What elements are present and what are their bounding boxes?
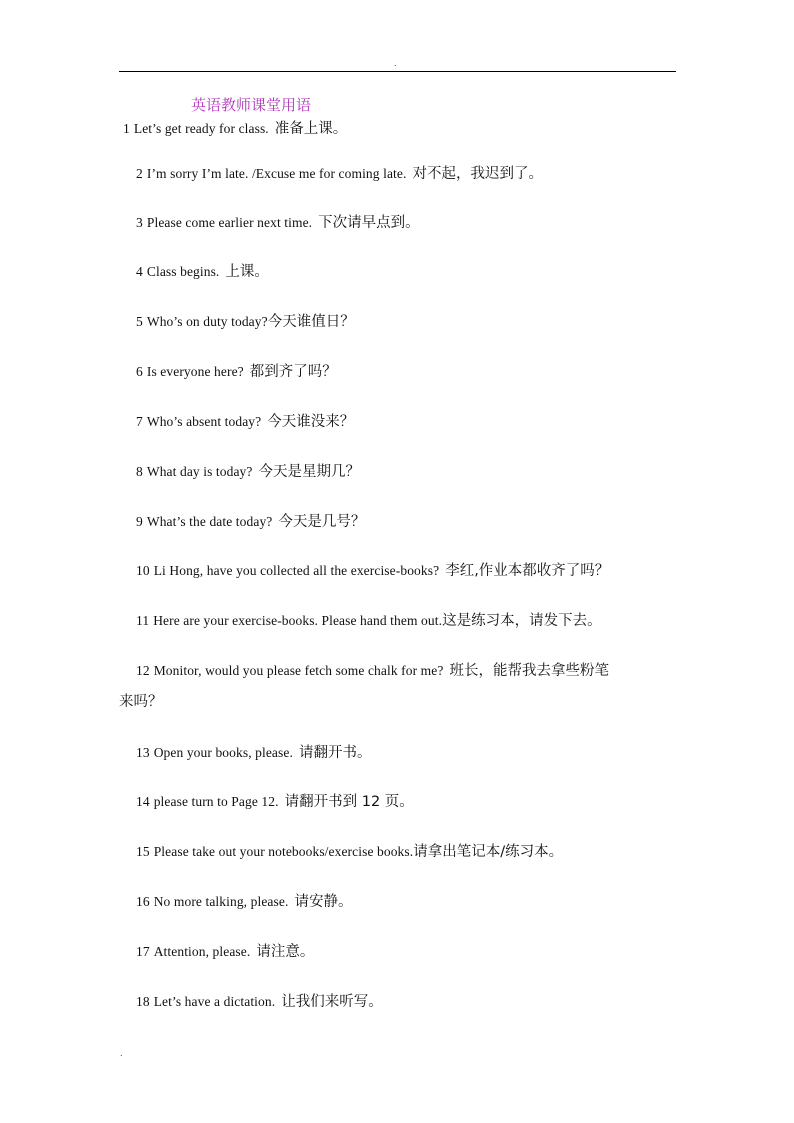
phrase-chinese: 班长，能帮我去拿些粉笔 <box>449 663 609 679</box>
footer-mark: . <box>120 1049 123 1058</box>
phrase-english: Here are your exercise-books. Please hand them out. <box>153 613 443 628</box>
phrase-number: 16 <box>136 894 150 909</box>
phrase-english: I’m sorry I’m late. /Excuse me for coming late. <box>146 166 407 181</box>
phrase-item <box>136 611 602 631</box>
phrase-chinese: 请拿出笔记本/练习本。 <box>413 844 564 860</box>
phrase-english: Open your books, please. <box>153 745 293 760</box>
phrase-number: 13 <box>136 745 150 760</box>
phrase-chinese: 下次请早点到。 <box>318 215 420 231</box>
phrase-item <box>136 942 314 962</box>
phrase-number: 12 <box>136 663 150 678</box>
phrase-english: What’s the date today? <box>146 514 273 529</box>
phrase-number: 4 <box>136 264 143 279</box>
phrase-number: 17 <box>136 944 150 959</box>
phrase-item <box>123 119 347 139</box>
phrase-english: Monitor, would you please fetch some chalk for me? <box>153 663 444 678</box>
phrase-number: 3 <box>136 215 143 230</box>
phrase-chinese: 请翻开书。 <box>298 745 372 761</box>
phrase-english: Please take out your notebooks/exercise books. <box>153 844 414 859</box>
phrase-number: 18 <box>136 994 150 1009</box>
phrase-chinese-continuation: 来吗？ <box>119 694 163 710</box>
phrase-english: please turn to Page 12. <box>153 794 279 809</box>
phrase-item <box>136 312 355 332</box>
phrase-item <box>136 412 354 432</box>
phrase-chinese: 这是练习本，请发下去。 <box>442 613 602 629</box>
phrase-chinese: 李红,作业本都收齐了吗？ <box>445 563 610 579</box>
phrase-chinese: 上课。 <box>225 264 269 280</box>
phrase-item <box>136 462 360 482</box>
phrase-item <box>136 512 365 532</box>
phrase-item <box>136 561 609 581</box>
phrase-item <box>136 842 563 862</box>
phrase-number: 14 <box>136 794 150 809</box>
phrase-item <box>136 743 371 763</box>
phrase-number: 7 <box>136 414 143 429</box>
phrase-number: 6 <box>136 364 143 379</box>
phrase-english: What day is today? <box>146 464 253 479</box>
phrase-chinese: 今天谁值日？ <box>267 314 355 330</box>
phrase-chinese: 请注意。 <box>256 944 315 960</box>
phrase-english: Class begins. <box>146 264 220 279</box>
phrase-number: 10 <box>136 563 150 578</box>
phrase-number: 11 <box>136 613 150 628</box>
phrase-english: Attention, please. <box>153 944 251 959</box>
phrase-chinese: 请安静。 <box>294 894 353 910</box>
phrase-english: Who’s on duty today? <box>146 314 268 329</box>
phrase-number: 5 <box>136 314 143 329</box>
phrase-item <box>136 262 269 282</box>
phrase-english: Li Hong, have you collected all the exercise-books? <box>153 563 440 578</box>
phrase-item <box>136 362 337 382</box>
phrase-item <box>136 992 383 1012</box>
phrase-item <box>136 792 414 812</box>
phrase-chinese: 让我们来听写。 <box>281 994 383 1010</box>
phrase-number: 8 <box>136 464 143 479</box>
phrase-english: Who’s absent today? <box>146 414 262 429</box>
phrase-number: 1 <box>123 121 130 136</box>
phrase-english: Let’s have a dictation. <box>153 994 276 1009</box>
phrase-item <box>136 661 609 681</box>
phrase-english: Is everyone here? <box>146 364 244 379</box>
phrase-chinese: 今天谁没来？ <box>267 414 355 430</box>
phrase-english: No more talking, please. <box>153 894 289 909</box>
document-title: 英语教师课堂用语 <box>191 96 312 114</box>
phrase-number: 2 <box>136 166 143 181</box>
phrase-number: 9 <box>136 514 143 529</box>
phrase-english: Please come earlier next time. <box>146 215 313 230</box>
header-mark: . <box>394 59 397 68</box>
phrase-number: 15 <box>136 844 150 859</box>
phrase-english: Let’s get ready for class. <box>133 121 269 136</box>
phrase-item <box>136 213 420 233</box>
phrase-item <box>136 892 352 912</box>
phrase-item <box>136 164 543 184</box>
phrase-chinese: 对不起，我迟到了。 <box>412 166 543 182</box>
phrase-chinese: 今天是几号？ <box>278 514 366 530</box>
phrase-chinese: 请翻开书到 12 页。 <box>284 794 414 810</box>
phrase-chinese: 今天是星期几？ <box>258 464 360 480</box>
phrase-chinese: 都到齐了吗？ <box>249 364 337 380</box>
phrase-chinese: 准备上课。 <box>274 121 348 137</box>
